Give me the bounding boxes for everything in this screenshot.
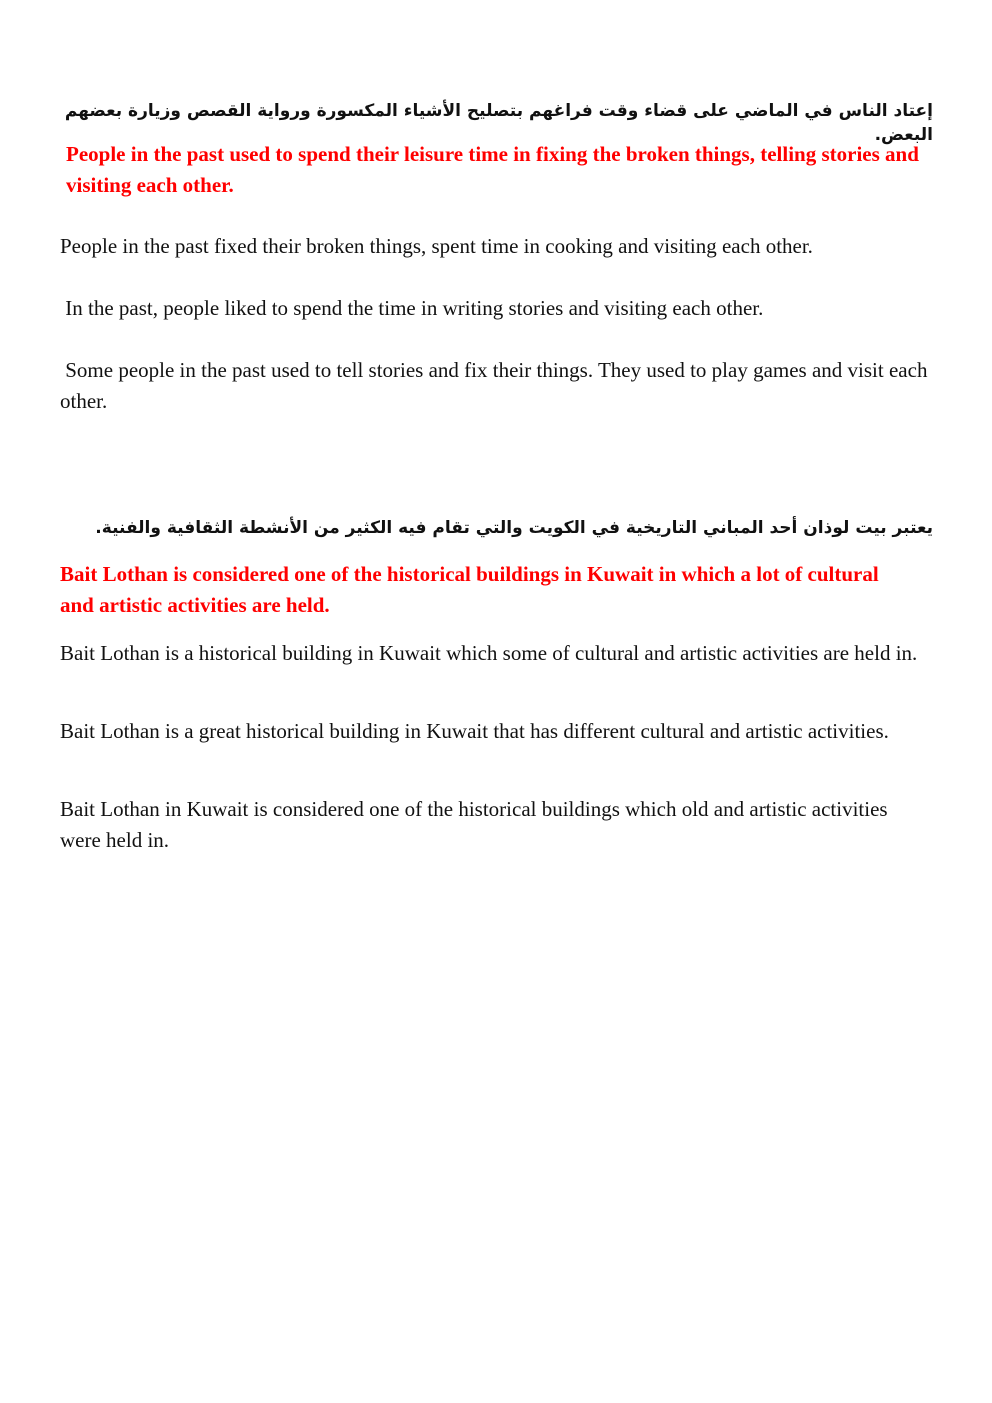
- question-2-answer: Bait Lothan is considered one of the historical buildings in Kuwait in which a lot of cultural and artistic activities are held.: [60, 562, 879, 617]
- question-2-option-3: Bait Lothan in Kuwait is considered one of the historical buildings which old and artistic activities were held in.: [60, 797, 888, 852]
- question-2-option-1: Bait Lothan is a historical building in Kuwait which some of cultural and artistic activities are held in.: [60, 641, 918, 665]
- question-1-option-3: Some people in the past used to tell stories and fix their things. They used to play games and visit each other.: [60, 358, 933, 413]
- question-2-option-2: Bait Lothan is a great historical building in Kuwait that has different cultural and artistic activities.: [60, 719, 889, 743]
- question-1-answer: People in the past used to spend their leisure time in fixing the broken things, telling stories and visiting each other.: [66, 142, 919, 197]
- question-2-arabic: يعتبر بيت لوذان أحد المباني التاريخية في الكويت والتي تقام فيه الكثير من الأنشطة الثقافية والفنية.: [95, 518, 933, 538]
- question-1-option-1: People in the past fixed their broken things, spent time in cooking and visiting each other.: [60, 234, 813, 258]
- question-1-option-2: In the past, people liked to spend the time in writing stories and visiting each other.: [60, 296, 764, 320]
- question-1-arabic: إعتاد الناس في الماضي على قضاء وقت فراغهم بتصليح الأشياء المكسورة ورواية القصص وزيارة بعضهم البعض.: [64, 101, 933, 145]
